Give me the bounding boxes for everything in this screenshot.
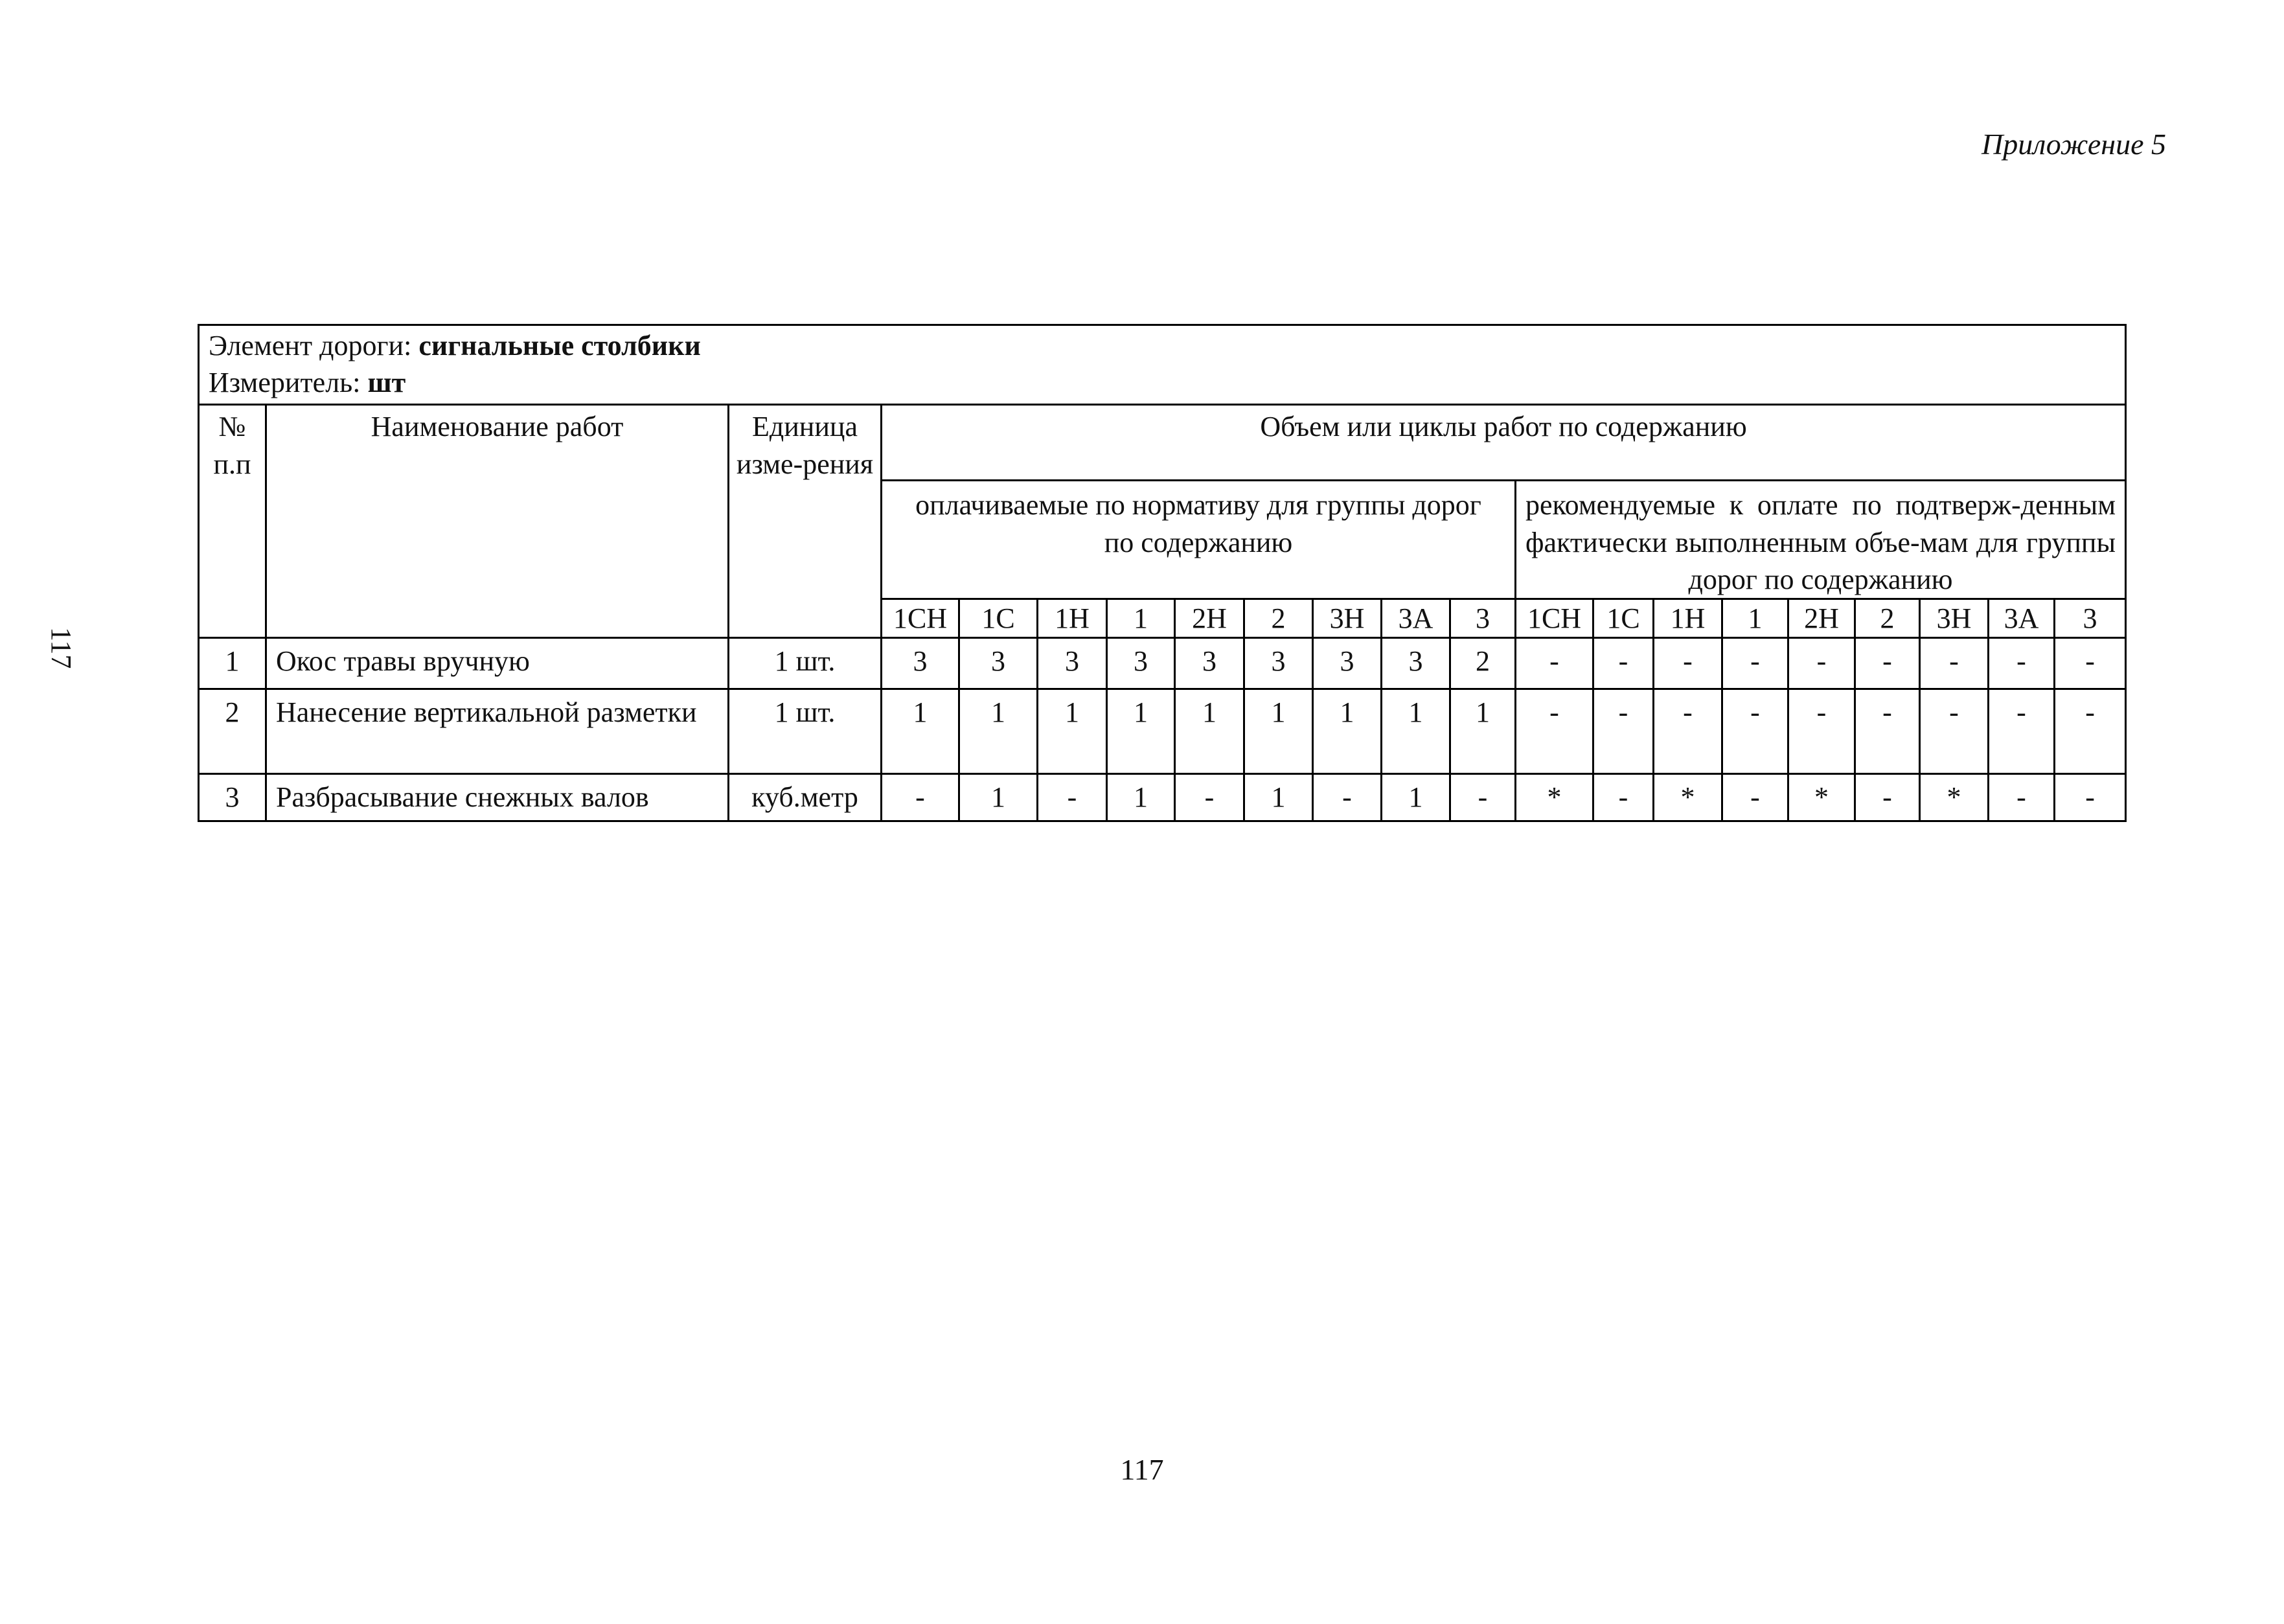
group-header: 2 bbox=[1244, 599, 1313, 637]
row-value: 1 bbox=[1175, 689, 1244, 774]
row-value: - bbox=[1450, 774, 1516, 821]
row-name: Нанесение вертикальной разметки bbox=[266, 689, 729, 774]
row-value: - bbox=[1788, 638, 1855, 689]
row-value: 1 bbox=[1382, 774, 1450, 821]
row-value: 3 bbox=[1313, 638, 1382, 689]
group-header: 1Н bbox=[1038, 599, 1107, 637]
row-value: * bbox=[1920, 774, 1989, 821]
row-value: 1 bbox=[1382, 689, 1450, 774]
row-value: - bbox=[1593, 638, 1654, 689]
row-value: - bbox=[1855, 774, 1920, 821]
row-value: - bbox=[1654, 638, 1722, 689]
row-no: 2 bbox=[199, 689, 266, 774]
row-value: * bbox=[1788, 774, 1855, 821]
group-header: 2Н bbox=[1175, 599, 1244, 637]
row-value: - bbox=[2055, 774, 2126, 821]
row-value: 3 bbox=[1244, 638, 1313, 689]
row-value: 1 bbox=[1313, 689, 1382, 774]
row-value: 1 bbox=[1038, 689, 1107, 774]
row-value: - bbox=[1038, 774, 1107, 821]
group-header: 2 bbox=[1855, 599, 1920, 637]
row-value: - bbox=[1855, 689, 1920, 774]
row-value: - bbox=[1989, 638, 2055, 689]
col-header-unit: Единица изме-рения bbox=[729, 405, 882, 638]
row-value: 1 bbox=[959, 689, 1038, 774]
row-value: - bbox=[2055, 638, 2126, 689]
row-value: 1 bbox=[1107, 689, 1175, 774]
row-value: 3 bbox=[882, 638, 959, 689]
row-value: - bbox=[1516, 689, 1593, 774]
row-value: - bbox=[1654, 689, 1722, 774]
maintenance-norms-table bbox=[198, 324, 2127, 822]
row-value: 3 bbox=[1382, 638, 1450, 689]
row-value: - bbox=[1920, 638, 1989, 689]
group-header: 1 bbox=[1722, 599, 1788, 637]
group-header: 3А bbox=[1989, 599, 2055, 637]
row-value: 1 bbox=[1244, 774, 1313, 821]
row-unit: 1 шт. bbox=[729, 689, 882, 774]
group-header: 2Н bbox=[1788, 599, 1855, 637]
table-info-cell bbox=[199, 325, 2126, 405]
appendix-label: Приложение 5 bbox=[1981, 128, 2166, 161]
row-unit: 1 шт. bbox=[729, 638, 882, 689]
table-row bbox=[199, 638, 2126, 689]
row-value: - bbox=[1722, 638, 1788, 689]
row-value: - bbox=[1855, 638, 1920, 689]
meter-label: Измеритель: bbox=[209, 367, 361, 399]
row-value: - bbox=[1989, 689, 2055, 774]
row-value: * bbox=[1516, 774, 1593, 821]
group-header: 3Н bbox=[1920, 599, 1989, 637]
row-value: 3 bbox=[1175, 638, 1244, 689]
group-header: 1С bbox=[959, 599, 1038, 637]
table-row bbox=[199, 689, 2126, 774]
row-value: - bbox=[1788, 689, 1855, 774]
row-value: 2 bbox=[1450, 638, 1516, 689]
col-header-name: Наименование работ bbox=[266, 405, 729, 638]
subheader-recommended: рекомендуемые к оплате по подтверж-денным фактически выполненным объе-мам для группы дорог по содержанию bbox=[1516, 481, 2126, 599]
row-value: 1 bbox=[1244, 689, 1313, 774]
group-header: 3Н bbox=[1313, 599, 1382, 637]
group-header: 3 bbox=[2055, 599, 2126, 637]
col-header-volume: Объем или циклы работ по содержанию bbox=[882, 405, 2126, 481]
row-no: 3 bbox=[199, 774, 266, 821]
row-no: 1 bbox=[199, 638, 266, 689]
row-value: 3 bbox=[1038, 638, 1107, 689]
meter-value: шт bbox=[367, 367, 406, 399]
row-value: - bbox=[1175, 774, 1244, 821]
meter-line bbox=[209, 364, 2116, 401]
road-element-line bbox=[209, 327, 2116, 364]
row-value: - bbox=[1516, 638, 1593, 689]
row-value: - bbox=[1989, 774, 2055, 821]
row-unit: куб.метр bbox=[729, 774, 882, 821]
row-value: - bbox=[1722, 774, 1788, 821]
row-value: - bbox=[1722, 689, 1788, 774]
group-header: 1СН bbox=[1516, 599, 1593, 637]
row-value: - bbox=[1920, 689, 1989, 774]
row-value: * bbox=[1654, 774, 1722, 821]
row-name: Окос травы вручную bbox=[266, 638, 729, 689]
col-header-no: № п.п bbox=[199, 405, 266, 638]
row-value: - bbox=[882, 774, 959, 821]
road-element-value: сигнальные столбики bbox=[418, 330, 701, 361]
subheader-paid: оплачиваемые по нормативу для группы дорог по содержанию bbox=[882, 481, 1516, 599]
row-value: 1 bbox=[1107, 774, 1175, 821]
row-value: 3 bbox=[959, 638, 1038, 689]
group-header: 3А bbox=[1382, 599, 1450, 637]
side-page-number: 117 bbox=[45, 627, 77, 669]
row-value: 1 bbox=[959, 774, 1038, 821]
group-header: 3 bbox=[1450, 599, 1516, 637]
table-row bbox=[199, 774, 2126, 821]
row-value: 1 bbox=[1450, 689, 1516, 774]
road-element-label: Элемент дороги: bbox=[209, 330, 412, 361]
row-value: 1 bbox=[882, 689, 959, 774]
row-value: - bbox=[1593, 689, 1654, 774]
page-number: 117 bbox=[1120, 1453, 1164, 1486]
group-header: 1С bbox=[1593, 599, 1654, 637]
row-value: - bbox=[1593, 774, 1654, 821]
row-name: Разбрасывание снежных валов bbox=[266, 774, 729, 821]
group-header: 1Н bbox=[1654, 599, 1722, 637]
row-value: 3 bbox=[1107, 638, 1175, 689]
row-value: - bbox=[1313, 774, 1382, 821]
group-header: 1 bbox=[1107, 599, 1175, 637]
row-value: - bbox=[2055, 689, 2126, 774]
group-header: 1СН bbox=[882, 599, 959, 637]
